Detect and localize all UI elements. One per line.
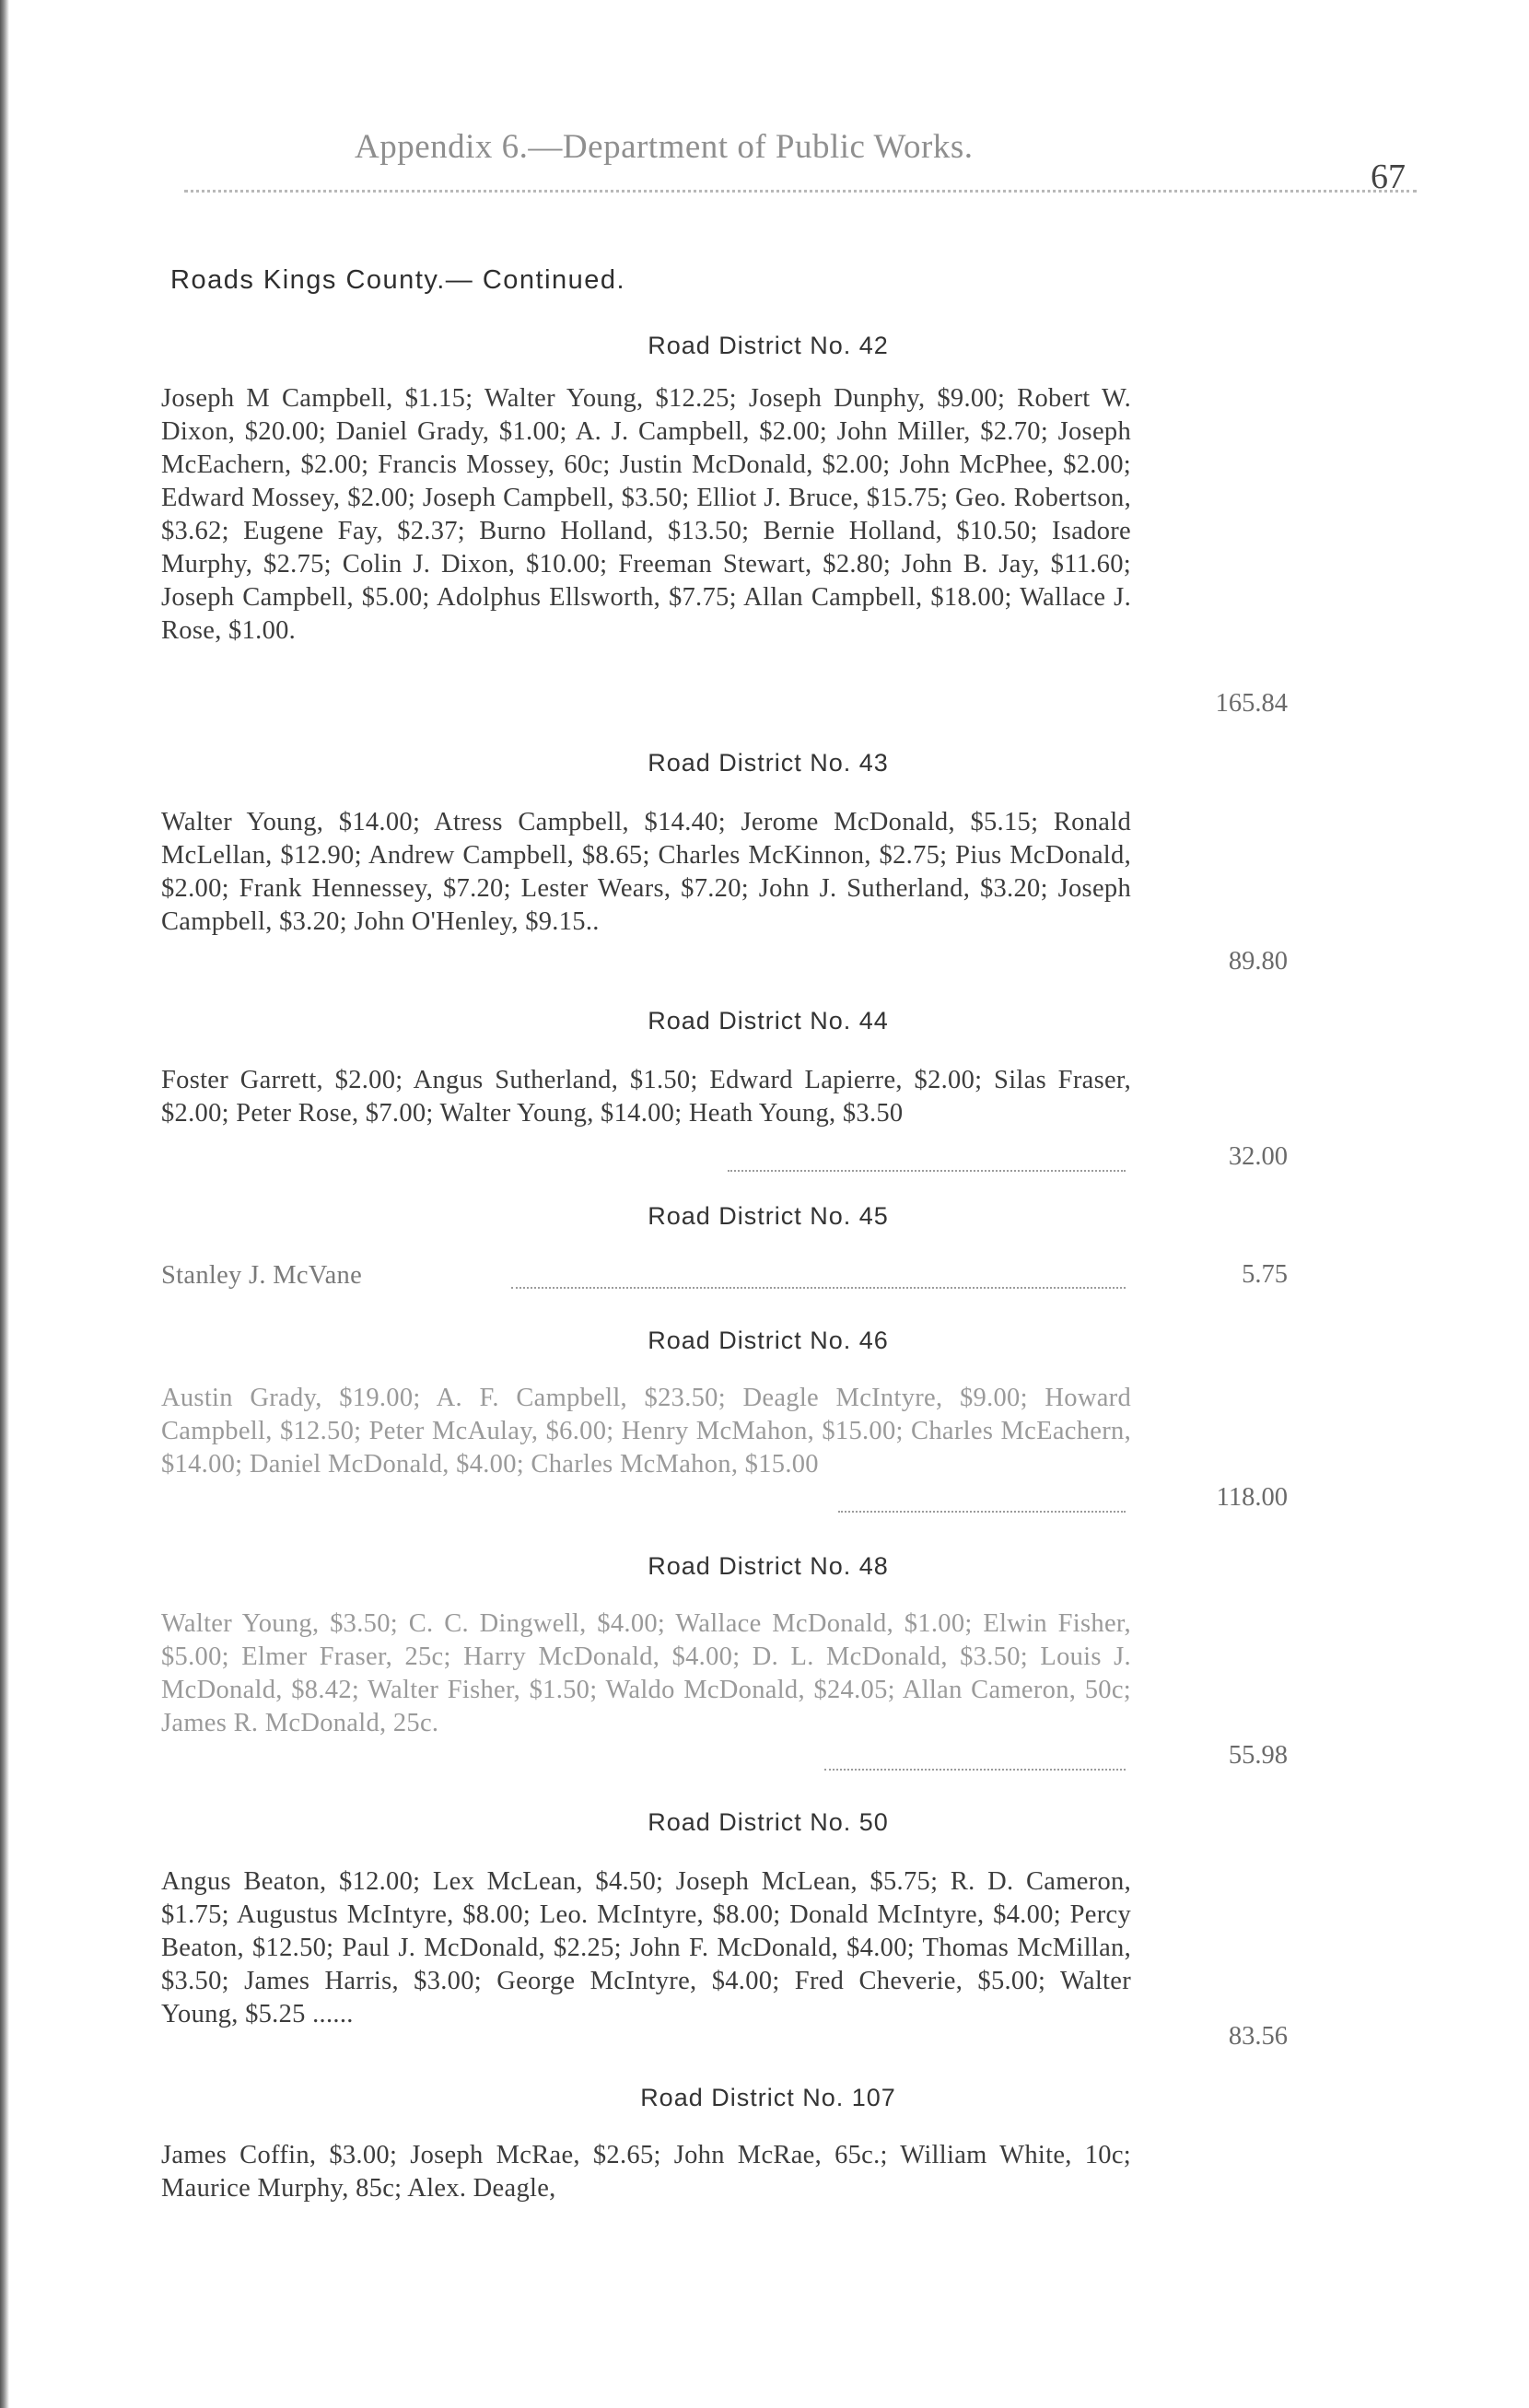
dot-leader (824, 1769, 1126, 1771)
page-number: 67 (1371, 158, 1406, 196)
section-heading: Roads Kings County.— Continued. (170, 265, 626, 295)
district-title: Road District No. 43 (648, 749, 889, 777)
running-title: Appendix 6.—Department of Public Works. (355, 128, 974, 166)
district-title: Road District No. 50 (648, 1808, 889, 1836)
district-total: 32.00 (1228, 1142, 1288, 1171)
district-total: 83.56 (1228, 2022, 1288, 2051)
district-total: 118.00 (1216, 1483, 1288, 1512)
district-title: Road District No. 42 (648, 332, 889, 359)
header-rule (184, 190, 1417, 193)
district-title: Road District No. 46 (648, 1327, 889, 1354)
district-title: Road District No. 48 (648, 1552, 889, 1580)
dot-leader (838, 1511, 1126, 1513)
district-entries: Joseph M Campbell, $1.15; Walter Young, $12.25; Joseph Dunphy, $9.00; Robert W. Dixon, $20.00; Daniel Grady, $1.00; A. J. Campbell, $2.00; John Miller, $2.70; Joseph McEachern, $2.00; Francis Mossey, 60c; Justin McDonald, $2.00; John McPhee, $2.00; Edward Mossey, $2.00; Joseph Campbell, $3.50; Elliot J. Bruce, $15.75; Geo. Robertson, $3.62; Eugene Fay, $2.37; Burno Holland, $13.50; Bernie Holland, $10.50; Isadore Murphy, $2.75; Colin J. Dixon, $10.00; Freeman Stewart, $2.80; John B. Jay, $11.60; Joseph Campbell, $5.00; Adolphus Ellsworth, $7.75; Allan Campbell, $18.00; Wallace J. Rose, $1.00. (161, 384, 1131, 645)
dot-leader (728, 1170, 1126, 1172)
district-entries: Stanley J. McVane (161, 1261, 363, 1290)
district-entries: Foster Garrett, $2.00; Angus Sutherland, $1.50; Edward Lapierre, $2.00; Silas Fraser, $2.00; Peter Rose, $7.00; Walter Young, $14.00; Heath Young, $3.50 (161, 1066, 1131, 1128)
district-total: 5.75 (1242, 1260, 1288, 1289)
district-entries: Angus Beaton, $12.00; Lex McLean, $4.50; Joseph McLean, $5.75; R. D. Cameron, $1.75; Augustus McIntyre, $8.00; Leo. McIntyre, $8.00; Donald McIntyre, $4.00; Percy Beaton, $12.50; Paul J. McDonald, $2.25; John F. McDonald, $4.00; Thomas McMillan, $3.50; James Harris, $3.00; George McIntyre, $4.00; Fred Cheverie, $5.00; Walter Young, $5.25 ...... (161, 1867, 1131, 2028)
district-title: Road District No. 45 (648, 1202, 889, 1230)
dot-leader (511, 1287, 1126, 1289)
district-total: 55.98 (1228, 1741, 1288, 1770)
district-title: Road District No. 44 (648, 1007, 889, 1035)
district-total: 165.84 (1215, 689, 1288, 718)
district-entries: Walter Young, $3.50; C. C. Dingwell, $4.00; Wallace McDonald, $1.00; Elwin Fisher, $5.00; Elmer Fraser, 25c; Harry McDonald, $4.00; D. L. McDonald, $3.50; Louis J. McDonald, $8.42; Walter Fisher, $1.50; Waldo McDonald, $24.05; Allan Cameron, 50c; James R. McDonald, 25c. (161, 1609, 1131, 1737)
district-entries: Walter Young, $14.00; Atress Campbell, $14.40; Jerome McDonald, $5.15; Ronald McLellan, $12.90; Andrew Campbell, $8.65; Charles McKinnon, $2.75; Pius McDonald, $2.00; Frank Hennessey, $7.20; Lester Wears, $7.20; John J. Sutherland, $3.20; Joseph Campbell, $3.20; John O'Henley, $9.15.. (161, 808, 1131, 936)
district-total: 89.80 (1228, 947, 1288, 976)
district-entries: Austin Grady, $19.00; A. F. Campbell, $23.50; Deagle McIntyre, $9.00; Howard Campbell, $12.50; Peter McAulay, $6.00; Henry McMahon, $15.00; Charles McEachern, $14.00; Daniel McDonald, $4.00; Charles McMahon, $15.00 (161, 1384, 1131, 1479)
district-entries: James Coffin, $3.00; Joseph McRae, $2.65; John McRae, 65c.; William White, 10c; Maurice Murphy, 85c; Alex. Deagle, (161, 2141, 1131, 2203)
district-title: Road District No. 107 (640, 2084, 896, 2111)
